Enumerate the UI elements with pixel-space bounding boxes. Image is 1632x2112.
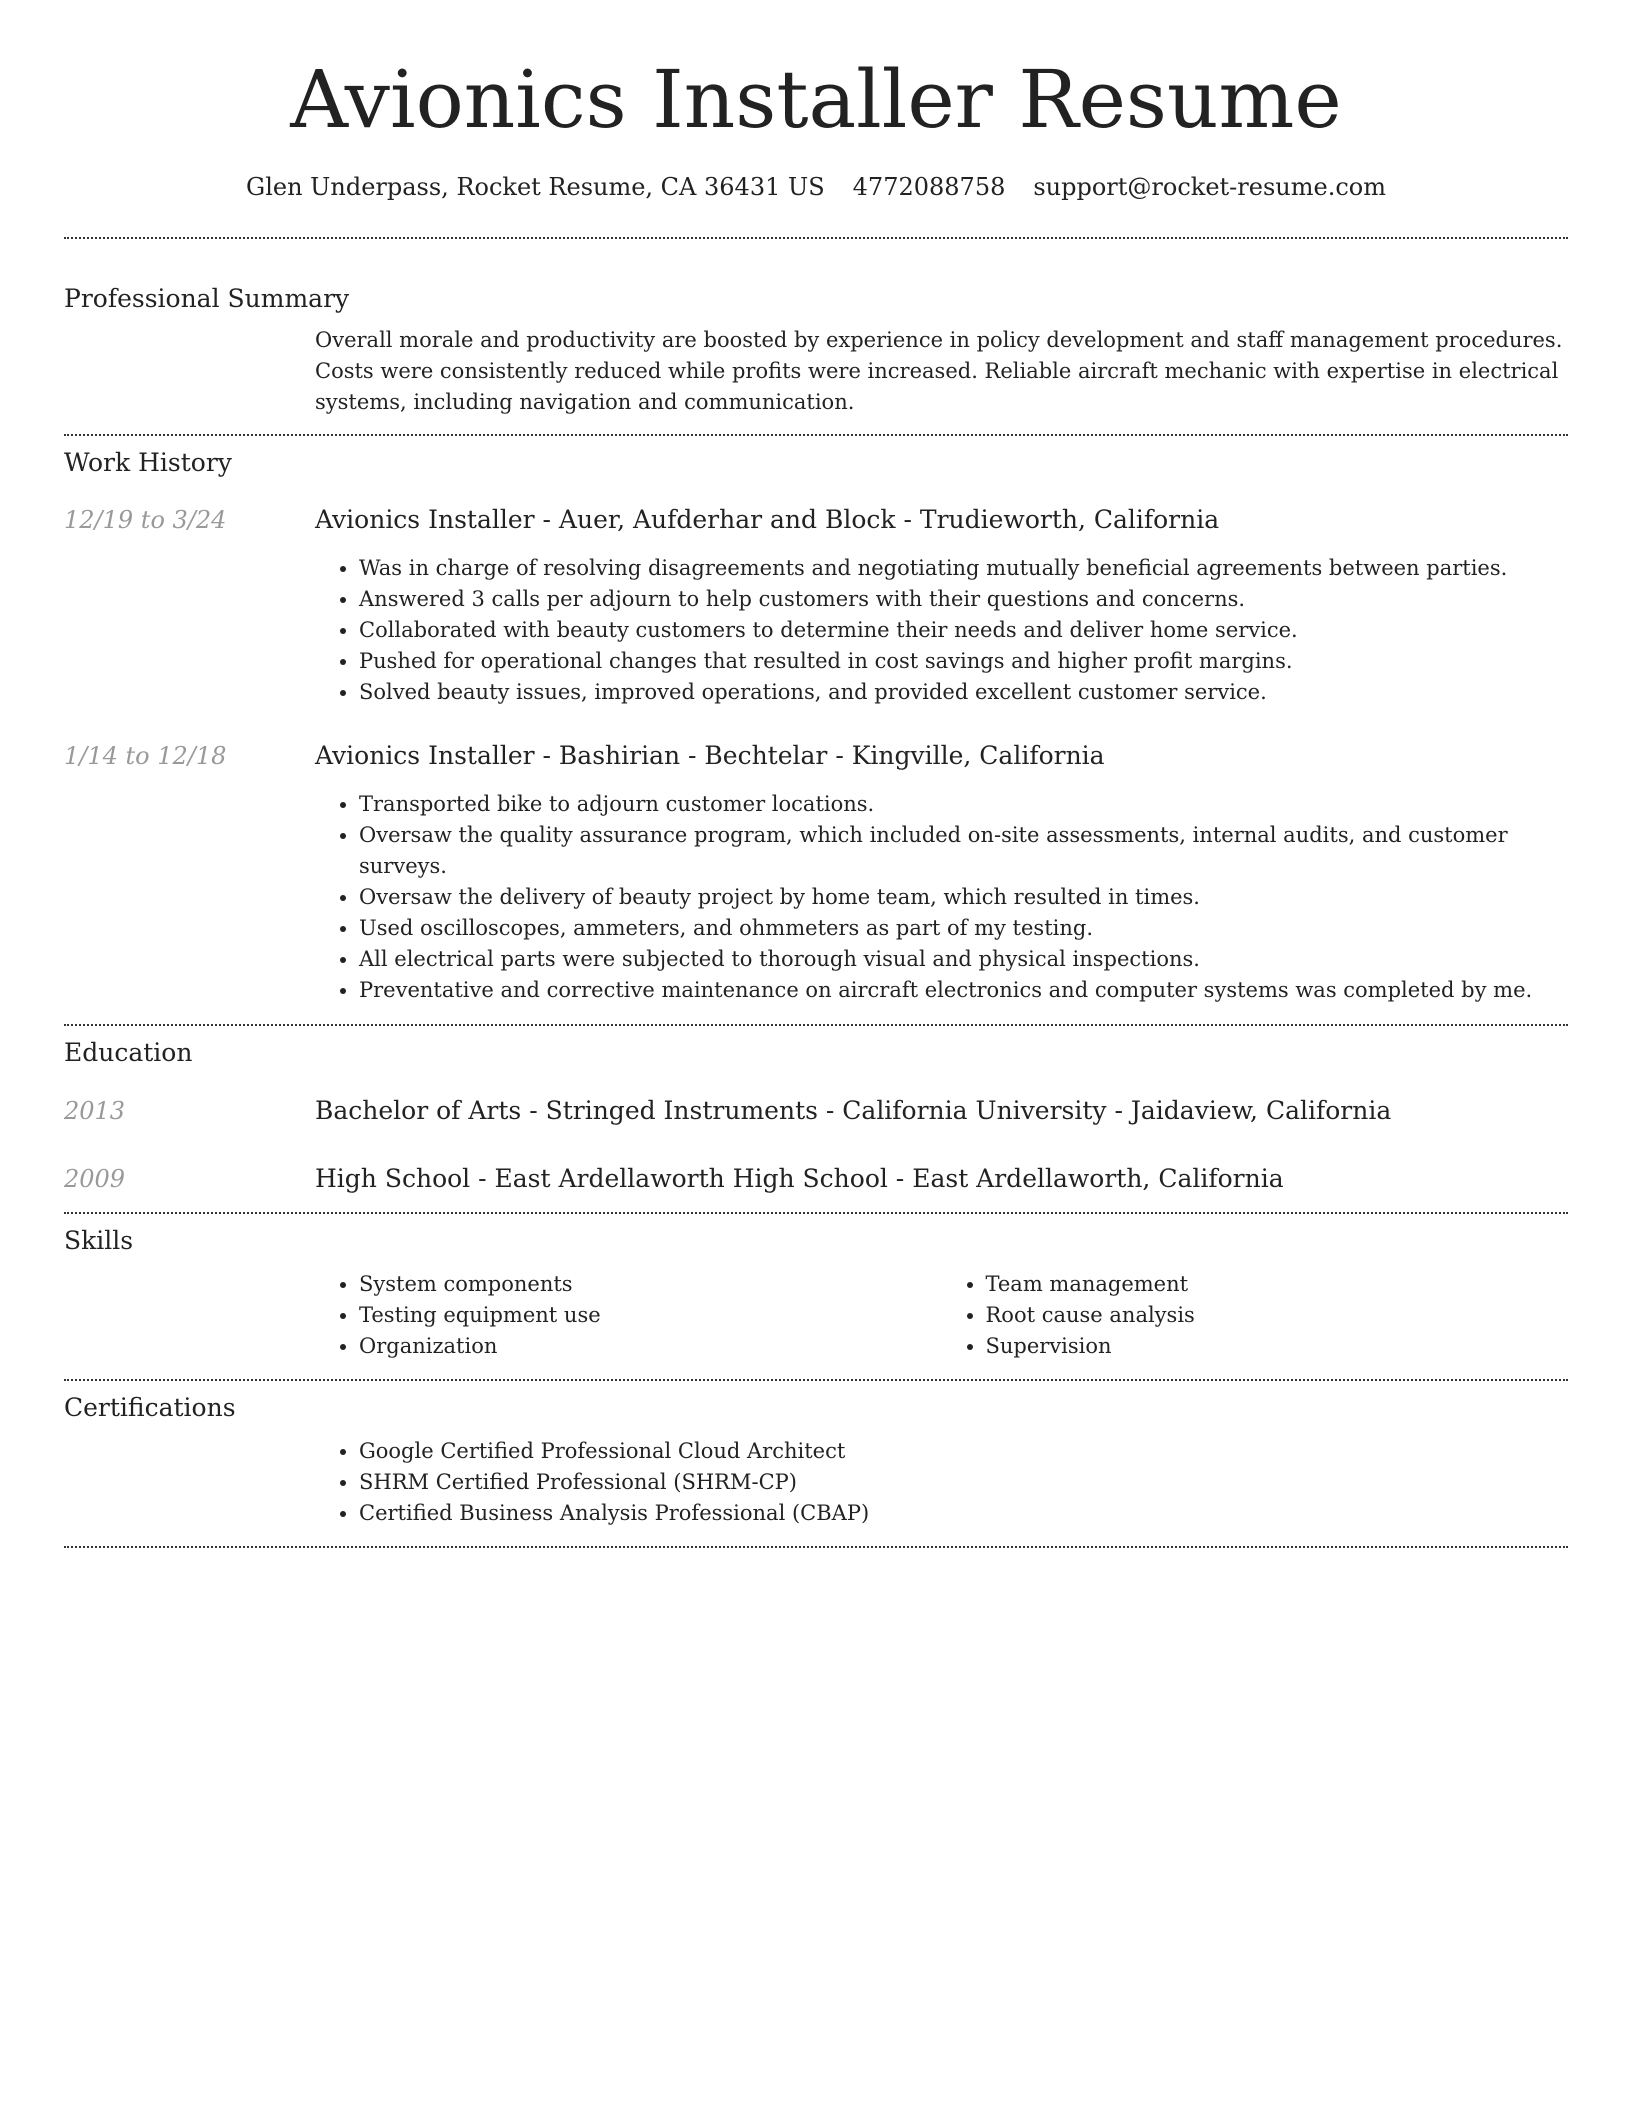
skills-column-2 xyxy=(942,1269,1569,1362)
job-dates: 12/19 to 3/24 xyxy=(64,506,227,534)
section-heading-work: Work History xyxy=(64,448,232,477)
summary-text: Overall morale and productivity are boosted by experience in policy development and staff management procedures. Costs were consistently reduced while profits were increased. Reliable aircraft mechanic with expertise in electrical systems, including navigation and communication. xyxy=(315,328,1563,414)
education-section xyxy=(64,1026,1568,1195)
list-item: • Preventative and corrective maintenance on aircraft electronics and computer systems was completed by me. xyxy=(359,975,1568,1006)
contact-email: support@rocket-resume.com xyxy=(1033,173,1386,201)
job-entry xyxy=(64,740,1568,1006)
list-item: • Certified Business Analysis Professional (CBAP) xyxy=(359,1498,1568,1529)
skills-section xyxy=(64,1214,1568,1362)
list-item: • Supervision xyxy=(986,1331,1569,1362)
job-entry xyxy=(64,504,1568,708)
resume-page xyxy=(64,0,1568,1548)
skills-grid xyxy=(315,1269,1568,1362)
divider xyxy=(64,1546,1568,1548)
list-item: • SHRM Certified Professional (SHRM-CP) xyxy=(359,1467,1568,1498)
page-title: Avionics Installer Resume xyxy=(290,53,1342,146)
list-item: • All electrical parts were subjected to thorough visual and physical inspections. xyxy=(359,944,1568,975)
section-heading-education: Education xyxy=(64,1038,193,1067)
list-item: • Transported bike to adjourn customer locations. xyxy=(359,789,1568,820)
contact-line xyxy=(64,170,1568,204)
job-title: Avionics Installer - Auer, Aufderhar and Block - Trudieworth, California xyxy=(315,505,1220,534)
list-item: • Oversaw the quality assurance program, which included on-site assessments, internal audits, and customer surveys. xyxy=(359,820,1568,882)
education-text: High School - East Ardellaworth High School - East Ardellaworth, California xyxy=(315,1164,1284,1193)
certifications-section xyxy=(64,1381,1568,1529)
section-heading-skills: Skills xyxy=(64,1226,134,1255)
job-bullets xyxy=(315,789,1568,1006)
list-item: • Team management xyxy=(986,1269,1569,1300)
education-year: 2009 xyxy=(64,1165,126,1193)
list-item: • Google Certified Professional Cloud Architect xyxy=(359,1436,1568,1467)
contact-address: Glen Underpass, Rocket Resume, CA 36431 US xyxy=(246,173,825,201)
job-title: Avionics Installer - Bashirian - Bechtelar - Kingville, California xyxy=(315,741,1105,770)
list-item: • Testing equipment use xyxy=(359,1300,942,1331)
job-bullets xyxy=(315,553,1568,708)
list-item: • Solved beauty issues, improved operations, and provided excellent customer service. xyxy=(359,677,1568,708)
list-item: • Was in charge of resolving disagreements and negotiating mutually beneficial agreements between parties. xyxy=(359,553,1568,584)
section-heading-certifications: Certifications xyxy=(64,1393,236,1422)
skills-column-1 xyxy=(315,1269,942,1362)
list-item: • Root cause analysis xyxy=(986,1300,1569,1331)
professional-summary-section xyxy=(64,239,1568,418)
list-item: • Organization xyxy=(359,1331,942,1362)
list-item: • Collaborated with beauty customers to determine their needs and deliver home service. xyxy=(359,615,1568,646)
work-history-section xyxy=(64,436,1568,1006)
education-text: Bachelor of Arts - Stringed Instruments - California University - Jaidaview, California xyxy=(315,1096,1392,1125)
education-entry xyxy=(64,1163,1568,1195)
list-item: • System components xyxy=(359,1269,942,1300)
job-dates: 1/14 to 12/18 xyxy=(64,742,227,770)
list-item: • Pushed for operational changes that resulted in cost savings and higher profit margins. xyxy=(359,646,1568,677)
education-year: 2013 xyxy=(64,1097,126,1125)
list-item: • Oversaw the delivery of beauty project by home team, which resulted in times. xyxy=(359,882,1568,913)
contact-phone: 4772088758 xyxy=(852,173,1006,201)
certifications-list xyxy=(315,1436,1568,1529)
list-item: • Used oscilloscopes, ammeters, and ohmmeters as part of my testing. xyxy=(359,913,1568,944)
list-item: • Answered 3 calls per adjourn to help customers with their questions and concerns. xyxy=(359,584,1568,615)
section-heading-summary: Professional Summary xyxy=(64,284,350,313)
education-entry xyxy=(64,1095,1568,1127)
